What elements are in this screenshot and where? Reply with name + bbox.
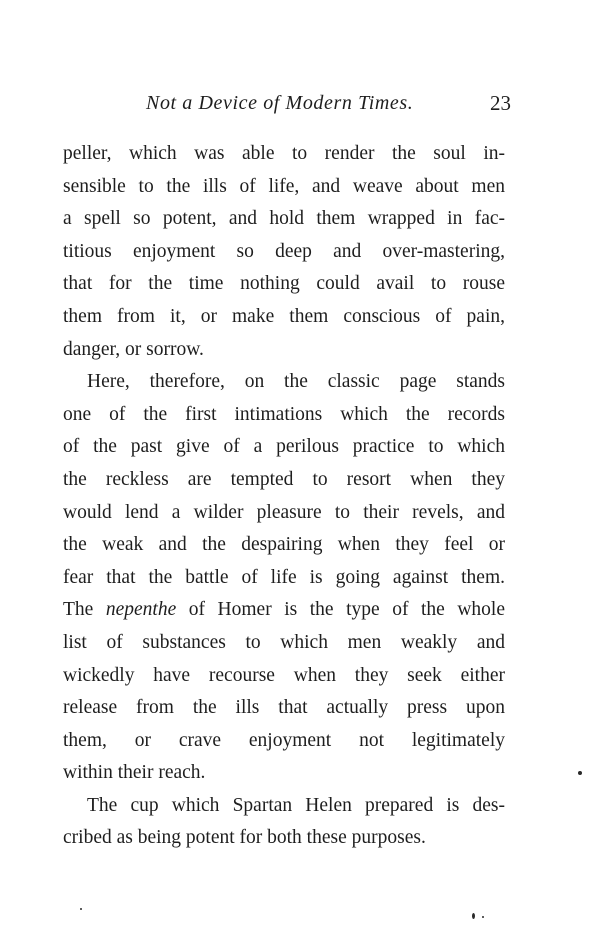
text-line: danger, or sorrow.: [63, 338, 204, 360]
page-number: 23: [490, 91, 511, 115]
ink-speck: [472, 913, 475, 919]
text-segment: The: [63, 599, 94, 621]
text-line: wickedly have recourse when they seek either: [63, 664, 505, 686]
text-line: them from it, or make them conscious of pain,: [63, 305, 505, 327]
text-line: The cup which Spartan Helen prepared is des-: [87, 794, 505, 816]
text-line: [63, 594, 505, 627]
running-head: [146, 89, 511, 117]
text-line: a spell so potent, and hold them wrapped in fac-: [63, 208, 505, 230]
ink-speck: [578, 771, 582, 775]
ink-speck: [80, 908, 82, 910]
text-line: them, or crave enjoyment not legitimately: [63, 729, 505, 751]
text-line: peller, which was able to render the soul in-: [63, 143, 505, 164]
running-title: Not a Device of Modern Times.: [146, 92, 414, 114]
text-line: would lend a wilder pleasure to their revels, and: [63, 501, 505, 523]
text-line: that for the time nothing could avail to rouse: [63, 273, 505, 295]
text-line: one of the first intimations which the records: [63, 403, 505, 425]
text-line: cribed as being potent for both these purposes.: [63, 827, 426, 849]
text-segment: of Homer is the type of the whole: [188, 599, 506, 621]
text-line: fear that the battle of life is going against them.: [63, 566, 505, 588]
text-line: titious enjoyment so deep and over-mastering,: [63, 240, 505, 262]
text-line: within their reach.: [63, 762, 206, 784]
text-line: release from the ills that actually press upon: [63, 697, 505, 719]
text-line: the weak and the despairing when they feel or: [63, 534, 505, 556]
text-line: the reckless are tempted to resort when they: [63, 468, 505, 490]
italic-term: nepenthe: [105, 599, 177, 621]
body-text: [63, 138, 505, 855]
ink-speck: [482, 916, 484, 918]
text-line: Here, therefore, on the classic page stands: [87, 371, 505, 393]
text-line: sensible to the ills of life, and weave about men: [63, 175, 505, 197]
text-line: of the past give of a perilous practice to which: [63, 436, 505, 458]
text-line: list of substances to which men weakly and: [63, 631, 505, 653]
